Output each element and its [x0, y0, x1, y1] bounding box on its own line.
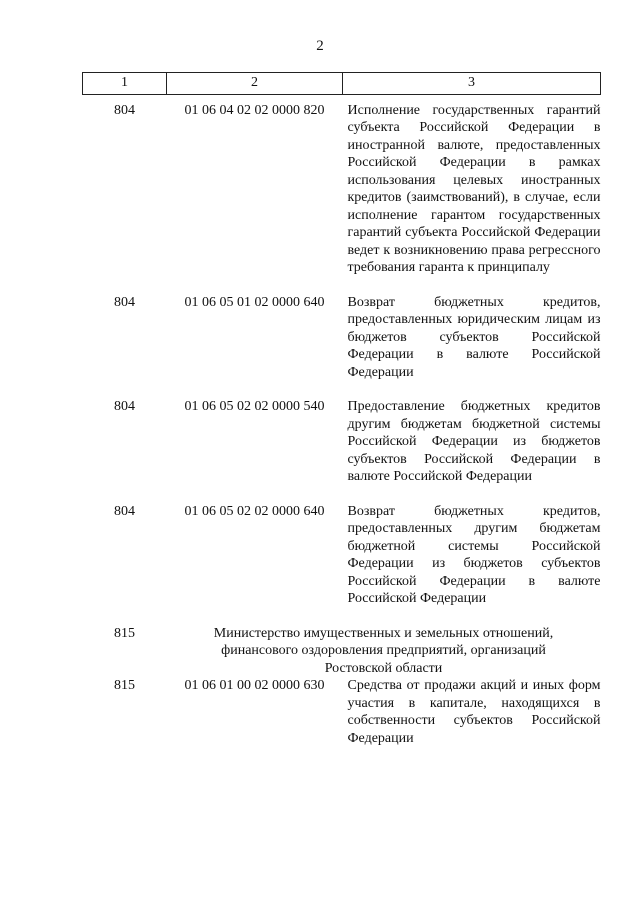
admin-code-cell: 804: [114, 102, 135, 118]
budget-code-cell: 01 06 05 02 02 0000 540: [184, 399, 325, 414]
admin-code-cell: 804: [114, 503, 135, 519]
budget-code-cell: 01 06 05 01 02 0000 640: [184, 294, 325, 310]
table-row: [83, 677, 601, 764]
source-name-cell: Исполнение государственных гарантий субъекта Российской Федерации в иностранной валюте, предоставленных Российской Федерации в рамках использования целевых иностранных кредитов (заимствований), в случае, если исполнение гарантом государственных гарантий субъекта Российской Федерации ведет к возникновению права регрессного требования гаранта к принципалу: [347, 102, 601, 275]
table-header-row: [83, 73, 601, 95]
source-name-cell: Предоставление бюджетных кредитов другим бюджетам бюджетной системы Российской Федерации из бюджетов субъектов Российской Федерации в валюте Российской Федерации: [347, 399, 601, 484]
budget-code-cell: 01 06 05 02 02 0000 640: [184, 503, 325, 519]
source-name-cell: Средства от продажи акций и иных форм участия в капитале, находящихся в собственности субъектов Российской Федерации: [347, 678, 601, 746]
source-name-cell: Возврат бюджетных кредитов, предоставленных другим бюджетам бюджетной системы Российской Федерации из бюджетов субъектов Российской Федерации в валюте Российской Федерации: [347, 503, 601, 606]
ministry-name-line: финансового оздоровления предприятий, организаций: [221, 643, 546, 658]
budget-code-cell: 01 06 01 00 02 0000 630: [184, 678, 325, 693]
admin-code-cell: 815: [114, 625, 135, 641]
page-number: 2: [316, 38, 324, 54]
table-row: [83, 398, 601, 503]
table-row: [83, 503, 601, 625]
column-header-1: 1: [83, 73, 167, 95]
column-header-3: 3: [343, 73, 601, 95]
admin-code-cell: 804: [114, 399, 135, 414]
ministry-name: [167, 625, 601, 678]
budget-code-cell: 01 06 04 02 02 0000 820: [184, 102, 325, 118]
column-header-2: 2: [167, 73, 343, 95]
ministry-name-line: Ростовской области: [324, 660, 443, 676]
ministry-name-line: Министерство имущественных и земельных отношений,: [213, 625, 554, 641]
sources-table: [82, 72, 601, 764]
ministry-heading-row: [83, 625, 601, 678]
table-row: [83, 94, 601, 294]
table-row: [83, 294, 601, 399]
admin-code-cell: 804: [114, 294, 135, 310]
admin-code-cell: 815: [114, 678, 135, 693]
source-name-cell: Возврат бюджетных кредитов, предоставленных юридическим лицам из бюджетов субъектов Российской Федерации в валюте Российской Федерации: [347, 294, 601, 380]
